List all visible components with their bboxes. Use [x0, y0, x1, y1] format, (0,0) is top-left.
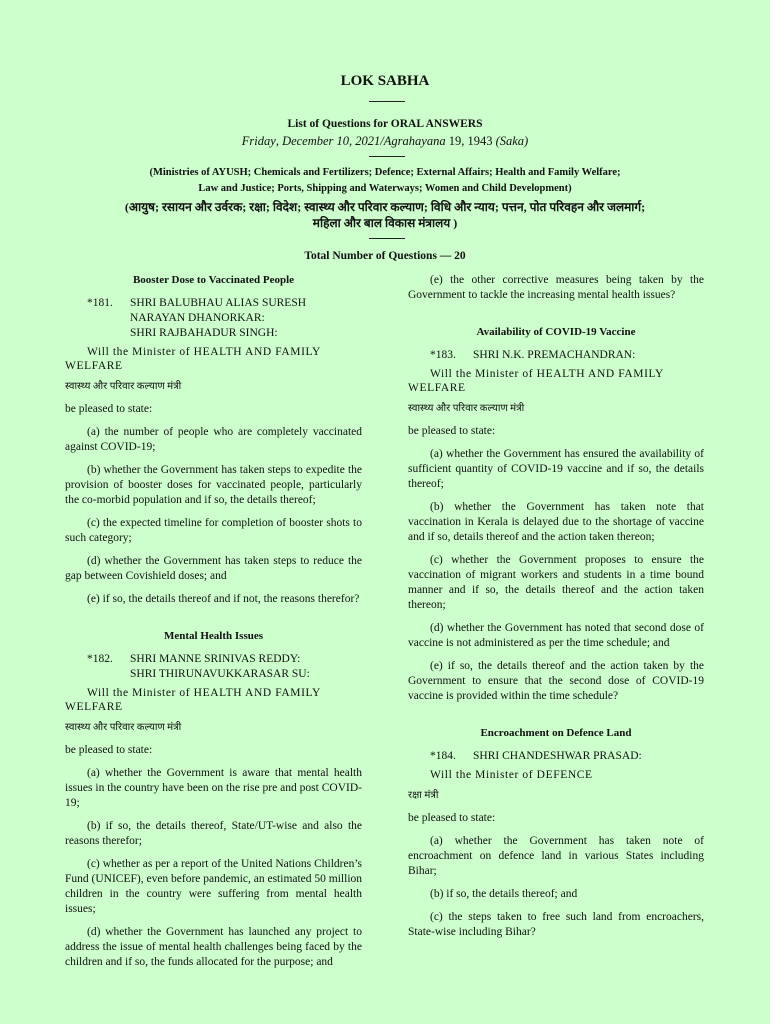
session-date: Friday, December 10, 2021/Agrahayana 19, 1943 (Saka) — [241, 134, 529, 148]
member-name: SHRI BALUBHAU ALIAS SURESH — [130, 297, 307, 309]
minister-hindi: स्वास्थ्य और परिवार कल्याण मंत्री — [408, 403, 525, 414]
question-intro: be pleased to state: — [408, 812, 496, 824]
page-title: LOK SABHA — [340, 73, 430, 89]
ministries-hindi — [0, 199, 770, 231]
question-part: (c) the steps taken to free such land from encroachers, State-wise including Bihar? — [408, 911, 704, 938]
question-part: (c) the expected timeline for completion of booster shots to such category; — [65, 517, 362, 544]
question-part: (c) whether as per a report of the United Nations Children’s Fund (UNICEF), even before pandemic, an estimated 50 million children in the country were suffering from mental health issues; — [65, 858, 363, 915]
divider — [369, 156, 405, 157]
question-intro: be pleased to state: — [408, 425, 496, 437]
question-number: *184. — [430, 750, 456, 762]
list-title: List of Questions for ORAL ANSWERS — [287, 118, 483, 130]
question-part: (c) whether the Government proposes to ensure the vaccination of migrant workers and students in a time bound manner and if so, the details thereof and the action taken thereon; — [408, 554, 704, 611]
question-heading: Availability of COVID-19 Vaccine — [476, 326, 636, 338]
question-part: (b) if so, the details thereof; and — [430, 888, 578, 900]
question-members — [87, 296, 362, 341]
date-day: Friday — [241, 134, 276, 148]
date-saka-day: 19, 1943 — [445, 134, 496, 148]
ministries-line: Law and Justice; Ports, Shipping and Waterways; Women and Child Development) — [198, 183, 572, 194]
minister-line: Will the Minister of HEALTH AND FAMILY WELFARE — [65, 346, 321, 372]
question-members — [430, 348, 704, 363]
question-part: (b) if so, the details thereof, State/UT-wise and also the reasons therefor; — [65, 820, 362, 847]
minister-hindi: स्वास्थ्य और परिवार कल्याण मंत्री — [65, 722, 182, 733]
question-intro: be pleased to state: — [65, 744, 153, 756]
minister-line: Will the Minister of HEALTH AND FAMILY WELFARE — [408, 368, 664, 394]
question-part: (a) whether the Government has taken note of encroachment on defence land in various States including Bihar; — [408, 835, 704, 877]
question-part: (e) if so, the details thereof and if not, the reasons therefor? — [87, 593, 360, 605]
question-part: (b) whether the Government has taken steps to expedite the provision of booster doses for vaccinated people, particularly the co-morbid population and if so, the details thereof; — [65, 464, 362, 506]
question-members — [430, 749, 704, 764]
member-name: SHRI N.K. PREMACHANDRAN: — [473, 349, 636, 361]
question-part: (e) the other corrective measures being taken by the Government to tackle the increasing mental health issues? — [408, 274, 704, 301]
right-column — [408, 273, 704, 948]
member-name: SHRI MANNE SRINIVAS REDDY: — [130, 653, 301, 665]
question-members — [87, 652, 362, 682]
question-number: *182. — [87, 653, 113, 665]
member-name: NARAYAN DHANORKAR: — [130, 312, 265, 324]
question-part: (a) whether the Government is aware that mental health issues in the country have been on the rise pre and post COVID-19; — [65, 767, 362, 809]
question-number: *181. — [87, 297, 113, 309]
question-part: (d) whether the Government has taken steps to reduce the gap between Covishield doses; and — [65, 555, 362, 582]
ministries-hindi-line: महिला और बाल विकास मंत्रालय ) — [312, 216, 458, 230]
minister-line: Will the Minister of HEALTH AND FAMILY WELFARE — [65, 687, 321, 713]
member-name: SHRI CHANDESHWAR PRASAD: — [473, 750, 642, 762]
minister-hindi: रक्षा मंत्री — [408, 790, 439, 801]
left-column — [65, 273, 362, 978]
date-saka-month: Agrahayana — [383, 134, 446, 148]
total-questions: Total Number of Questions — 20 — [304, 250, 466, 262]
question-part: (d) whether the Government has noted that second dose of vaccine is not administered as per the time schedule; and — [408, 622, 704, 649]
question-part: (e) if so, the details thereof and the action taken by the Government to ensure that the second dose of COVID-19 vaccine is provided within the time schedule? — [408, 660, 704, 702]
question-heading: Encroachment on Defence Land — [480, 727, 632, 739]
divider — [369, 238, 405, 239]
question-part: (a) whether the Government has ensured the availability of sufficient quantity of COVID-19 vaccine and if so, the details thereof; — [408, 448, 704, 490]
ministries-english — [0, 165, 770, 197]
question-part: (a) the number of people who are completely vaccinated against COVID-19; — [65, 426, 362, 453]
question-number: *183. — [430, 349, 456, 361]
ministries-line: (Ministries of AYUSH; Chemicals and Fertilizers; Defence; External Affairs; Health and Family Welfare; — [149, 167, 621, 178]
minister-line: Will the Minister of DEFENCE — [430, 769, 593, 781]
question-heading: Mental Health Issues — [164, 630, 263, 642]
question-heading: Booster Dose to Vaccinated People — [132, 274, 295, 286]
member-name: SHRI RAJBAHADUR SINGH: — [130, 327, 278, 339]
date-saka: (Saka) — [495, 134, 529, 148]
question-intro: be pleased to state: — [65, 403, 153, 415]
question-part: (d) whether the Government has launched any project to address the issue of mental health challenges being faced by the children and if so, the funds allocated for the purpose; and — [65, 926, 362, 968]
member-name: SHRI THIRUNAVUKKARASAR SU: — [130, 668, 310, 680]
divider — [369, 101, 405, 102]
question-part: (b) whether the Government has taken note that vaccination in Kerala is delayed due to the shortage of vaccine and if so, details thereof and the action taken thereon; — [408, 501, 704, 543]
date-month-day: December 10, 2021/ — [282, 134, 384, 148]
ministries-hindi-line: (आयुष; रसायन और उर्वरक; रक्षा; विदेश; स्वास्थ्य और परिवार कल्याण; विधि और न्याय; पत्तन, पोत परिवहन और जलमार्ग; — [124, 200, 646, 214]
minister-hindi: स्वास्थ्य और परिवार कल्याण मंत्री — [65, 381, 182, 392]
